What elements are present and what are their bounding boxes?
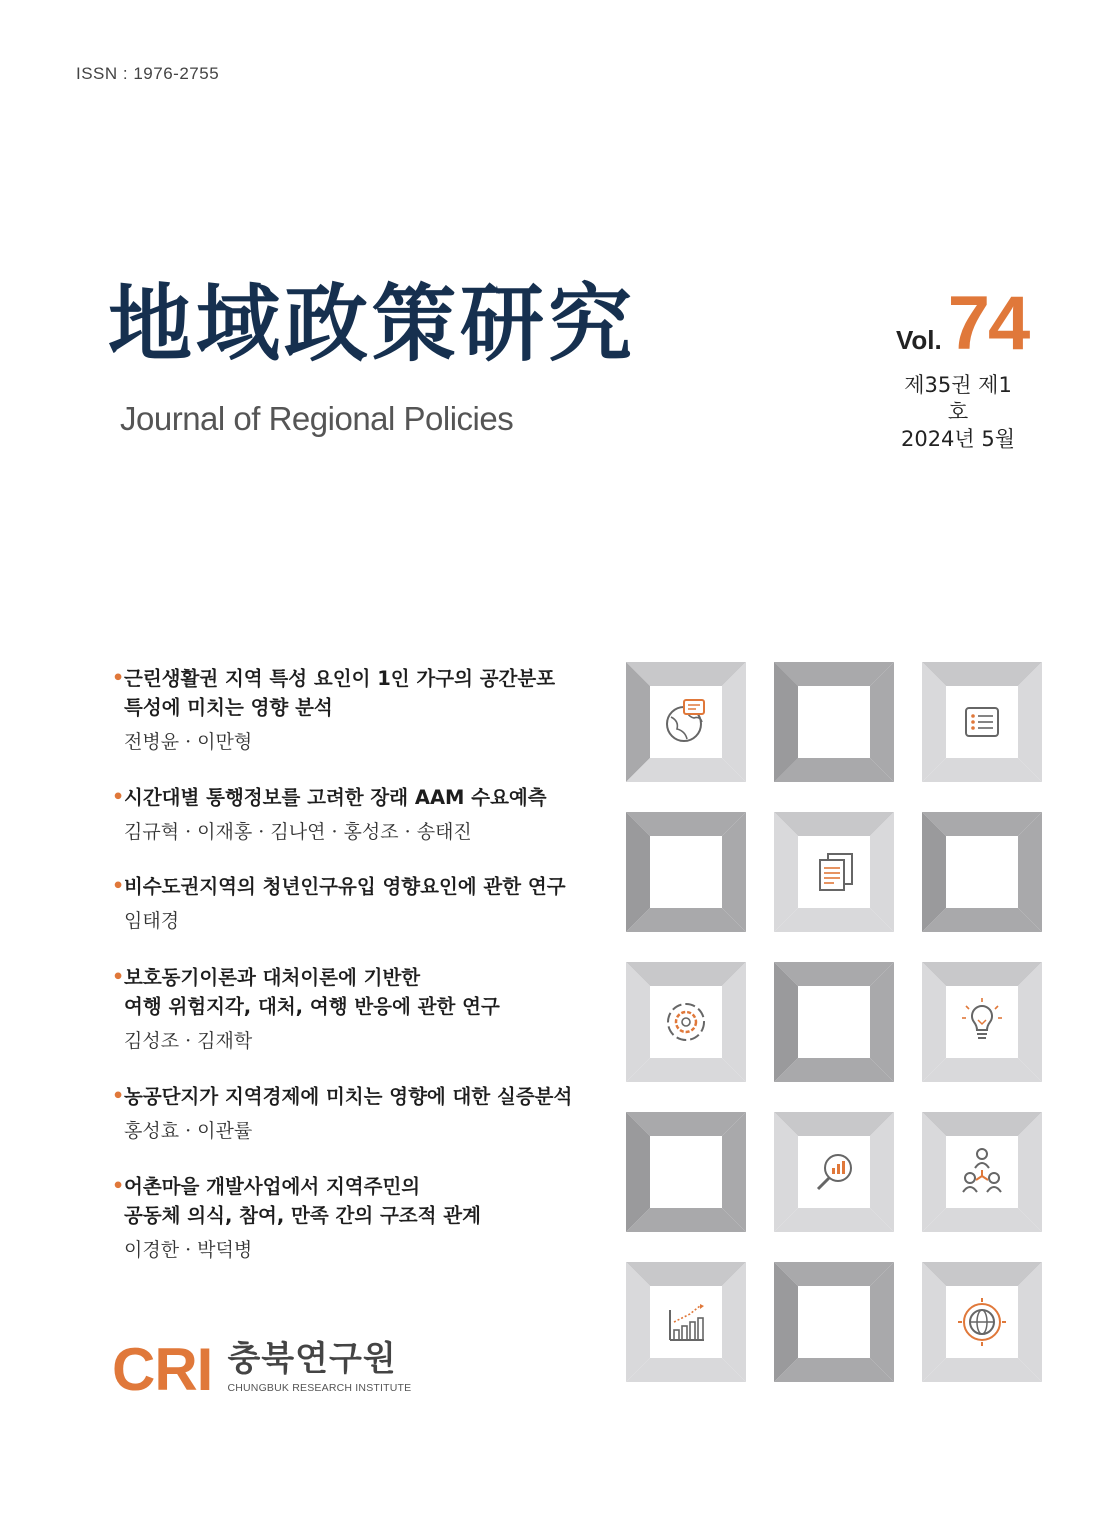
journal-title-english: Journal of Regional Policies: [120, 400, 514, 437]
tile-magnify-chart: [774, 1112, 894, 1232]
logo-korean-name: 충북연구원: [227, 1339, 397, 1379]
article-authors: 김규혁 · 이재홍 · 김나연 · 홍성조 · 송태진: [124, 821, 472, 843]
logo-mark: CRI: [112, 1336, 213, 1403]
article-title: • 비수도권지역의 청년인구유입 영향요인에 관한 연구: [112, 872, 566, 901]
lightbulb-icon: [922, 962, 1042, 1082]
article-authors: 이경한 · 박덕병: [124, 1239, 253, 1261]
article-6: [112, 1172, 481, 1262]
volume-label: Vol.: [896, 325, 942, 355]
cri-logo: [112, 1336, 412, 1403]
volume-block: [896, 281, 1029, 366]
tile-plain: [626, 812, 746, 932]
article-1: [112, 664, 555, 754]
article-title: • 근린생활권 지역 특성 요인이 1인 가구의 공간분포 특성에 미치는 영향 분석: [112, 664, 555, 722]
tile-bar-chart: [626, 1262, 746, 1382]
tile-globe-chat: [626, 662, 746, 782]
globe-icon: [922, 1262, 1042, 1382]
article-title: • 보호동기이론과 대처이론에 기반한 여행 위험지각, 대처, 여행 반응에 관한 연구: [112, 963, 500, 1021]
bullet-icon: •: [112, 786, 125, 808]
tile-plain: [774, 1262, 894, 1382]
article-4: [112, 963, 500, 1053]
tile-documents: [774, 812, 894, 932]
tile-gear: [626, 962, 746, 1082]
tile-globe: [922, 1262, 1042, 1382]
issue-date: 2024년 5월: [900, 427, 1016, 451]
article-authors: 김성조 · 김재학: [124, 1030, 253, 1052]
tile-plain: [774, 662, 894, 782]
tile-people-network: [922, 1112, 1042, 1232]
tile-plain: [774, 962, 894, 1082]
article-3: [112, 872, 566, 933]
gear-icon: [626, 962, 746, 1082]
issn-number: ISSN : 1976-2755: [76, 64, 220, 83]
article-authors: 전병윤 · 이만형: [124, 731, 253, 753]
article-authors: 홍성효 · 이관률: [124, 1120, 253, 1142]
article-title: • 시간대별 통행정보를 고려한 장래 AAM 수요예측: [112, 783, 547, 812]
people-network-icon: [922, 1112, 1042, 1232]
article-title: • 농공단지가 지역경제에 미치는 영향에 대한 실증분석: [112, 1082, 572, 1111]
logo-english-name: CHUNGBUK RESEARCH INSTITUTE: [227, 1382, 412, 1394]
bullet-icon: •: [112, 667, 125, 689]
journal-title-cjk: 地域政策研究: [108, 274, 637, 373]
list-icon: [922, 662, 1042, 782]
bullet-icon: •: [112, 966, 125, 988]
documents-icon: [774, 812, 894, 932]
tile-plain: [626, 1112, 746, 1232]
article-5: [112, 1082, 572, 1143]
article-authors: 임태경: [124, 910, 180, 932]
bullet-icon: •: [112, 1085, 125, 1107]
magnify-chart-icon: [774, 1112, 894, 1232]
logo-text: [227, 1339, 412, 1394]
bar-chart-icon: [626, 1262, 746, 1382]
bullet-icon: •: [112, 875, 125, 897]
globe-chat-icon: [626, 662, 746, 782]
article-2: [112, 783, 547, 844]
volume-number: 74: [947, 281, 1029, 366]
tile-list: [922, 662, 1042, 782]
tile-lightbulb: [922, 962, 1042, 1082]
issue-info: [898, 372, 1018, 453]
article-title: • 어촌마을 개발사업에서 지역주민의 공동체 의식, 참여, 만족 간의 구조적 관계: [112, 1172, 481, 1230]
tile-plain: [922, 812, 1042, 932]
bullet-icon: •: [112, 1175, 125, 1197]
issue-number: 제35권 제1호: [904, 373, 1012, 424]
